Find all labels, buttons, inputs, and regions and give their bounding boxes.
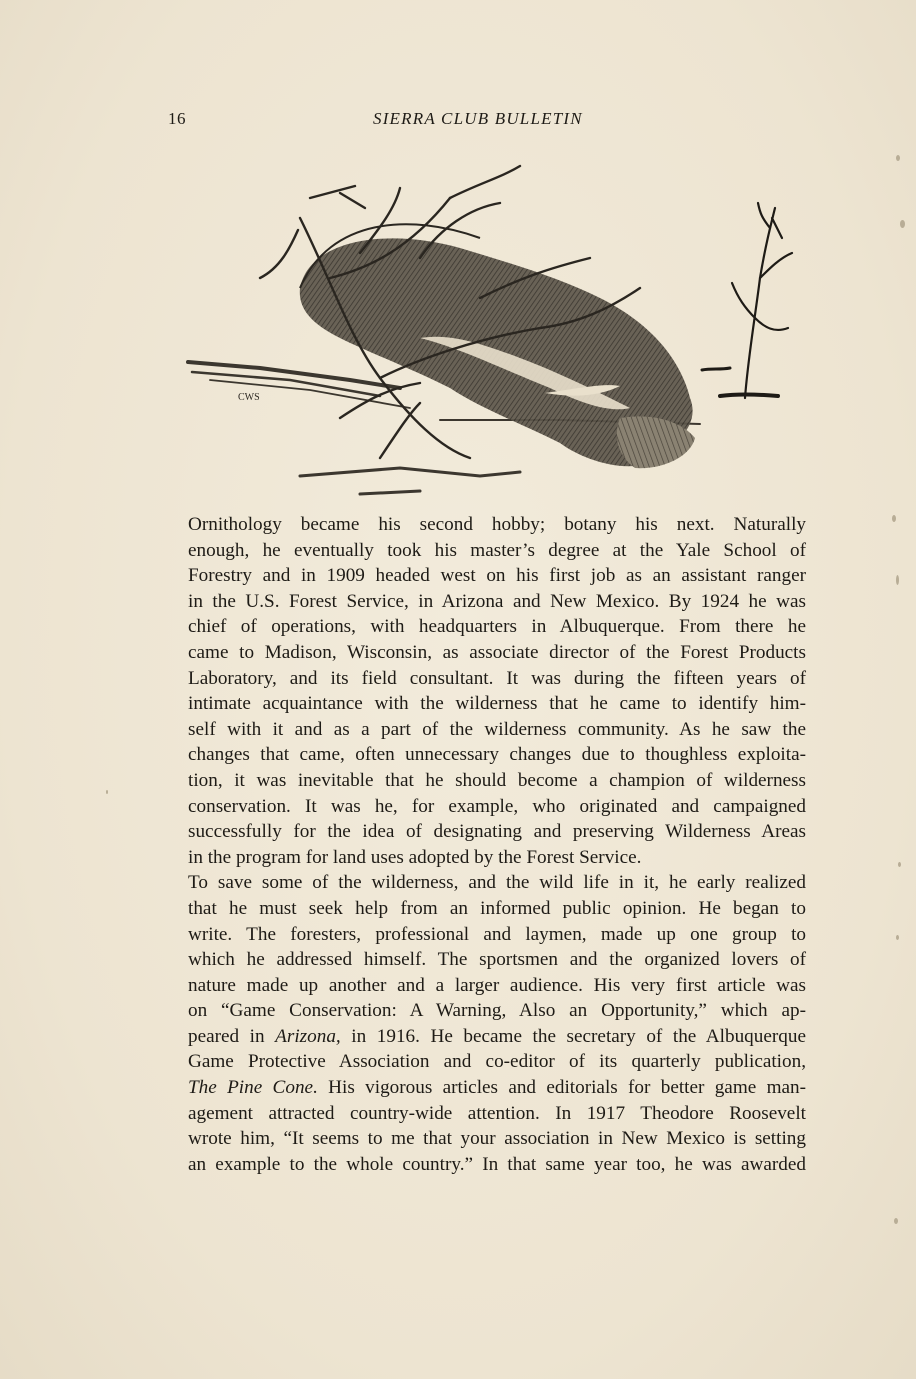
text-line: chief of operations, with headquarters in Albuquerque. From there he: [188, 616, 806, 638]
text-segment: in 1916. He became the secretary of the Albuquerque: [340, 1025, 806, 1047]
page-header: [168, 109, 808, 133]
text-line: changes that came, often unnecessary changes due to thoughless exploita-: [188, 744, 806, 766]
text-line: agement attracted country-wide attention. In 1917 Theodore Roosevelt: [188, 1102, 806, 1124]
text-line-pine-cone: [166, 1075, 806, 1101]
text-line: enough, he eventually took his master’s degree at the Yale School of: [188, 539, 806, 561]
text-line: Forestry and in 1909 headed west on his first job as an assistant ranger: [188, 565, 806, 587]
text-line: which he addressed himself. The sportsmen and the organized lovers of: [188, 949, 806, 971]
text-line: Game Protective Association and co-editor of its quarterly publication,: [188, 1051, 806, 1073]
text-line: write. The foresters, professional and laymen, made up one group to: [188, 923, 806, 945]
publication-title-arizona: Arizona,: [275, 1025, 341, 1047]
text-line: intimate acquaintance with the wilderness that he came to identify him-: [188, 693, 806, 715]
text-segment: peared in: [188, 1025, 276, 1047]
text-line: conservation. It was he, for example, who originated and campaigned: [188, 795, 806, 817]
paragraph-2: [166, 870, 806, 1177]
text-line: on “Game Conservation: A Warning, Also an Opportunity,” which ap-: [188, 1000, 806, 1022]
publication-title-pine-cone: The Pine Cone.: [188, 1077, 318, 1099]
text-line: To save some of the wilderness, and the wild life in it, he early realized: [188, 872, 806, 894]
text-line: nature made up another and a larger audience. His very first article was: [188, 974, 806, 996]
running-head: SIERRA CLUB BULLETIN: [373, 109, 583, 128]
text-line: self with it and as a part of the wilderness community. As he saw the: [188, 718, 806, 740]
body-text: [166, 512, 806, 1177]
text-line: successfully for the idea of designating and preserving Wilderness Areas: [188, 821, 806, 843]
text-line: that he must seek help from an informed public opinion. He began to: [188, 897, 806, 919]
text-line: Ornithology became his second hobby; botany his next. Naturally: [188, 514, 806, 535]
sapling: [702, 203, 792, 398]
illustration-signature: CWS: [238, 392, 260, 403]
paragraph-1: [166, 512, 806, 870]
text-line: wrote him, “It seems to me that your association in New Mexico is setting: [188, 1128, 806, 1150]
text-line: Laboratory, and its field consultant. It was during the fifteen years of: [188, 667, 806, 689]
text-line: in the U.S. Forest Service, in Arizona and New Mexico. By 1924 he was: [188, 590, 806, 612]
skunk-illustration: [180, 158, 800, 503]
text-line-arizona: [166, 1024, 806, 1050]
text-line: came to Madison, Wisconsin, as associate director of the Forest Products: [188, 641, 806, 663]
page-number: 16: [168, 109, 186, 128]
text-line: in the program for land uses adopted by the Forest Service.: [188, 846, 642, 868]
text-line: an example to the whole country.” In that same year too, he was awarded: [188, 1153, 806, 1175]
text-segment: His vigorous articles and editorials for better game man-: [317, 1077, 807, 1099]
text-line: tion, it was inevitable that he should become a champion of wilderness: [188, 769, 806, 791]
